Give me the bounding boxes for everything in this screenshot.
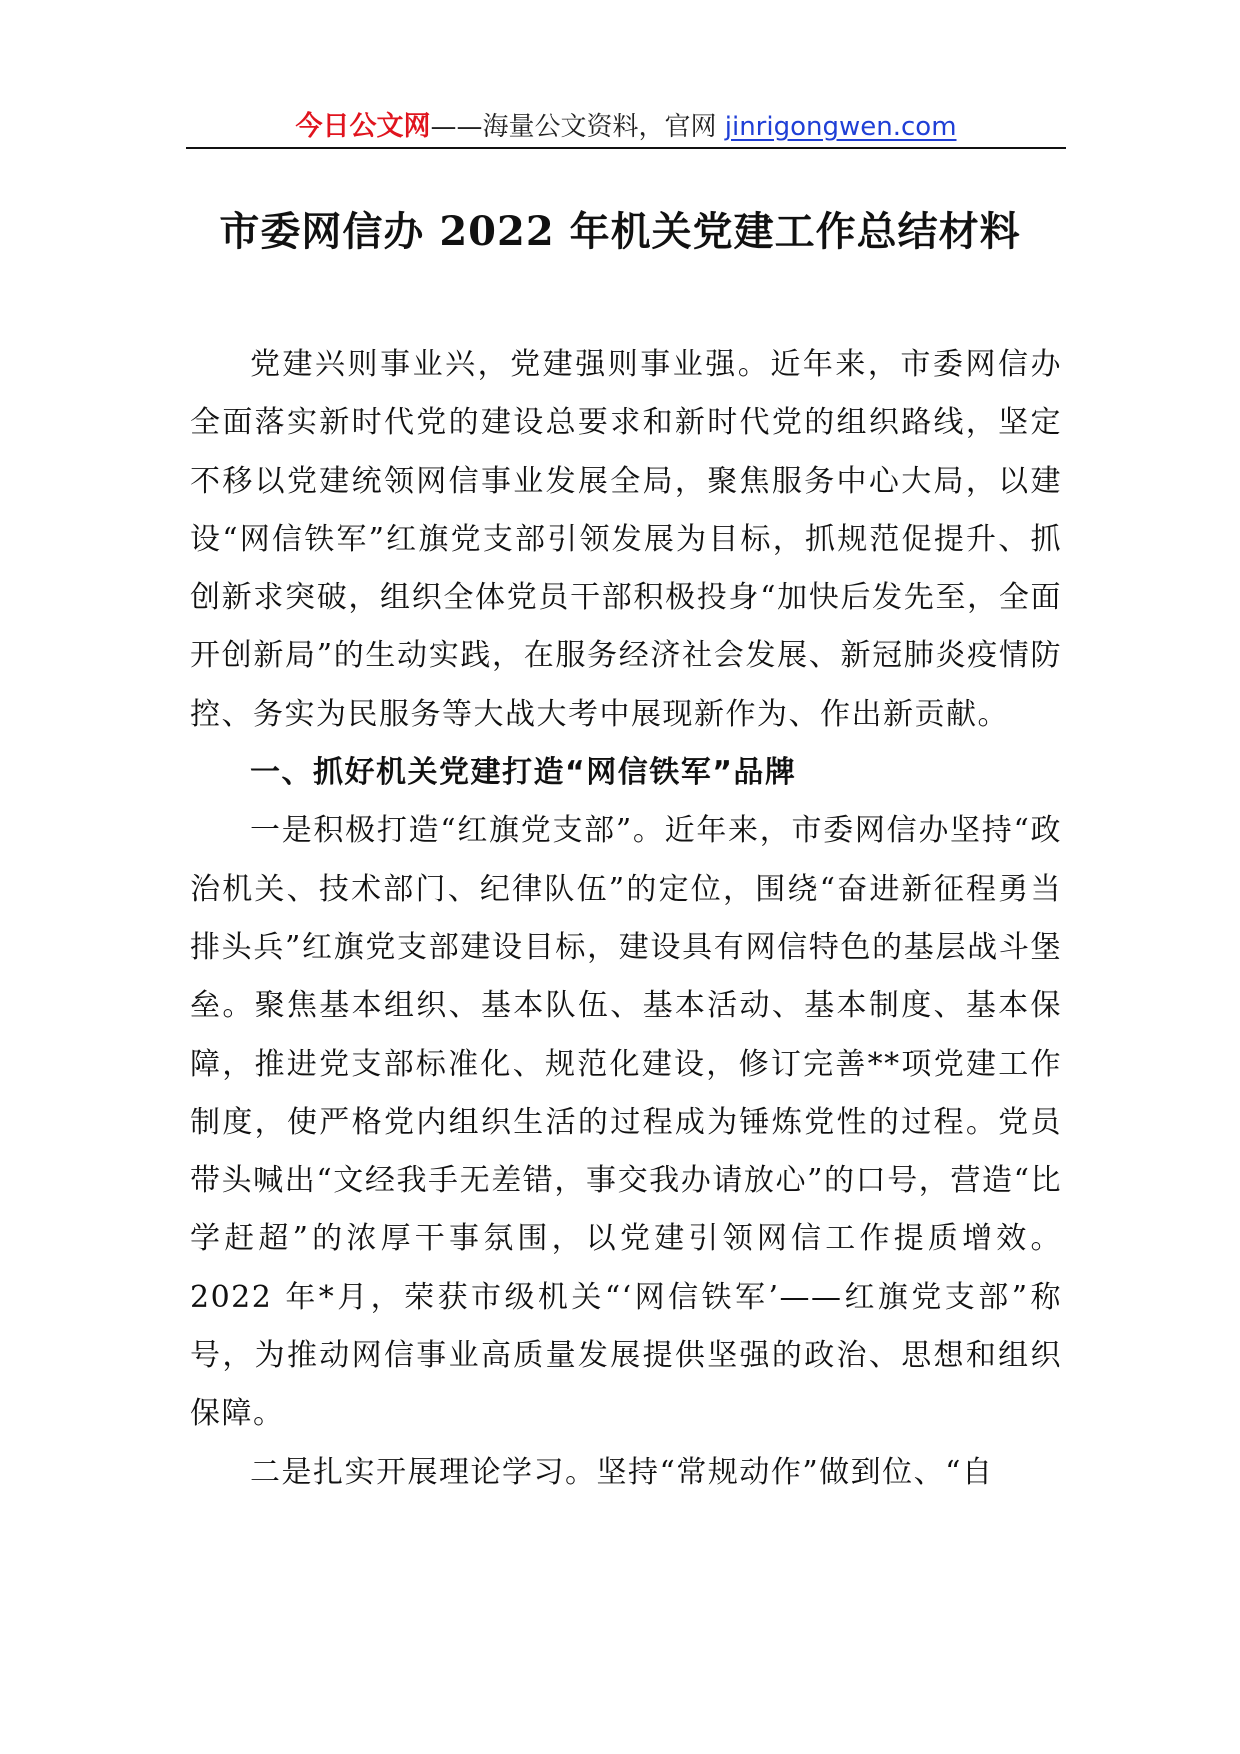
site-header — [186, 104, 1066, 150]
document-title: 市委网信办 2022 年机关党建工作总结材料 — [219, 208, 1021, 255]
body-paragraph: 一是积极打造“红旗党支部”。近年来，市委网信办坚持“政治机关、技术部门、纪律队伍”的定位，围绕“奋进新征程勇当排头兵”红旗党支部建设目标，建设具有网信特色的基层战斗堡垒。聚焦基本组织、基本队伍、基本活动、基本制度、基本保障，推进党支部标准化、规范化建设，修订完善**项党建工作制度，使严格党内组织生活的过程成为锤炼党性的过程。党员带头喊出“文经我手无差错，事交我办请放心”的口号，营造“比学赶超”的浓厚干事氛围，以党建引领网信工作提质增效。2022 年*月，荣获市级机关“‘网信铁军’——红旗党支部”称号，为推动网信事业高质量发展提供坚强的政治、思想和组织保障。 — [190, 813, 1062, 1432]
document-body — [190, 336, 1062, 1502]
header-divider — [186, 147, 1066, 149]
intro-paragraph: 党建兴则事业兴，党建强则事业强。近年来，市委网信办全面落实新时代党的建设总要求和新时代党的组织路线，坚定不移以党建统领网信事业发展全局，聚焦服务中心大局，以建设“网信铁军”红旗党支部引领发展为目标，抓规范促提升、抓创新求突破，组织全体党员干部积极投身“加快后发先至，全面开创新局”的生动实践，在服务经济社会发展、新冠肺炎疫情防控、务实为民服务等大战大考中展现新作为、作出新贡献。 — [190, 347, 1062, 732]
body-paragraph: 二是扎实开展理论学习。坚持“常规动作”做到位、“自 — [250, 1454, 994, 1490]
site-tagline: ——海量公文资料，官网 — [430, 112, 725, 142]
section-heading: 一、抓好机关党建打造“网信铁军”品牌 — [250, 755, 797, 791]
site-brand: 今日公文网 — [295, 111, 431, 142]
site-url-link[interactable]: jinrigongwen.com — [724, 112, 957, 142]
